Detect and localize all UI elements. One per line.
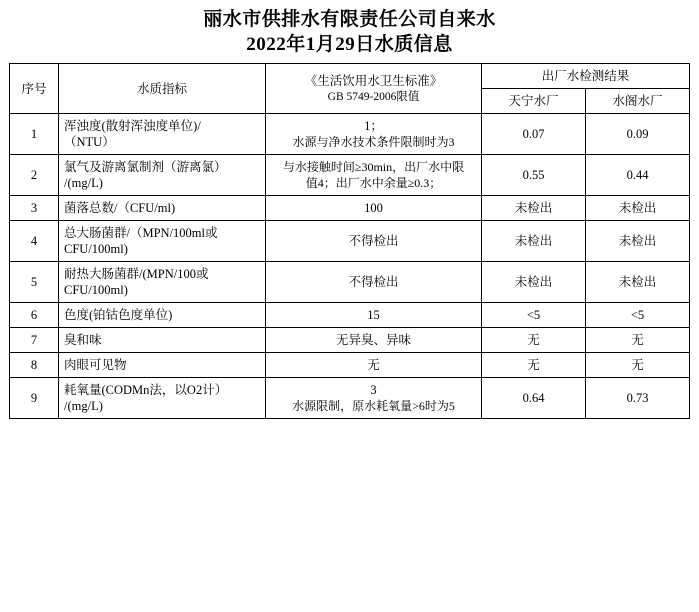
row-indicator: [59, 155, 266, 196]
row-indicator-line1: 总大肠菌群/（MPN/100ml或: [64, 226, 218, 240]
row-indicator: [59, 221, 266, 262]
row-standard-line2: 值4；出厂水中余量≥0.3；: [305, 176, 442, 190]
table-row: [10, 114, 690, 155]
row-standard-line2: 水源限制，原水耗氧量>6时为5: [292, 399, 455, 413]
row-indicator: [59, 353, 266, 378]
row-standard: [266, 221, 482, 262]
row-standard-line1: 1；: [364, 119, 383, 133]
row-indicator: [59, 378, 266, 419]
row-index: 2: [10, 155, 59, 196]
header-standard: [266, 64, 482, 114]
row-plant1-value: 未检出: [482, 196, 586, 221]
row-standard-line1: 不得检出: [348, 275, 399, 289]
row-indicator-line2: CFU/100ml): [64, 242, 128, 256]
row-plant1-value: 0.55: [482, 155, 586, 196]
header-plant-2: 水阁水厂: [586, 89, 690, 114]
row-indicator-line1: 菌落总数/（CFU/ml): [64, 201, 176, 215]
header-plant-1: 天宁水厂: [482, 89, 586, 114]
title-line-1: 丽水市供排水有限责任公司自来水: [203, 9, 496, 30]
row-standard-line1: 无: [367, 358, 380, 372]
table-row: [10, 196, 690, 221]
row-plant1-value: 未检出: [482, 262, 586, 303]
row-index: 1: [10, 114, 59, 155]
table-row: [10, 262, 690, 303]
row-plant2-value: <5: [586, 303, 690, 328]
table-row: [10, 353, 690, 378]
row-plant1-value: 无: [482, 328, 586, 353]
title-line-2: 2022年1月29日水质信息: [246, 34, 453, 55]
row-standard: [266, 114, 482, 155]
row-indicator: [59, 303, 266, 328]
row-plant2-value: 0.73: [586, 378, 690, 419]
row-plant1-value: 未检出: [482, 221, 586, 262]
row-plant2-value: 未检出: [586, 221, 690, 262]
row-indicator-line2: /(mg/L): [64, 399, 103, 413]
row-plant2-value: 0.44: [586, 155, 690, 196]
header-results-group: 出厂水检测结果: [482, 64, 690, 89]
row-plant1-value: 无: [482, 353, 586, 378]
row-indicator-line1: 耐热大肠菌群/(MPN/100或: [64, 267, 209, 281]
row-standard-line1: 不得检出: [348, 234, 399, 248]
table-row: [10, 378, 690, 419]
row-indicator-line1: 肉眼可见物: [64, 358, 127, 372]
row-standard-line2: 水源与净水技术条件限制时为3: [292, 135, 455, 149]
row-indicator-line2: CFU/100ml): [64, 283, 128, 297]
row-indicator-line1: 氯气及游离氯制剂（游离氯）: [64, 160, 227, 174]
table-row: [10, 221, 690, 262]
water-quality-table: [9, 63, 690, 419]
row-indicator-line2: （NTU）: [64, 135, 115, 149]
row-index: 9: [10, 378, 59, 419]
row-indicator-line1: 臭和味: [64, 333, 102, 347]
header-standard-line1: 《生活饮用水卫生标准》: [304, 73, 443, 88]
row-standard: [266, 353, 482, 378]
row-standard-line1: 无异臭、异味: [335, 333, 411, 347]
row-plant2-value: 无: [586, 328, 690, 353]
table-body: [10, 114, 690, 419]
row-index: 7: [10, 328, 59, 353]
row-standard-line1: 与水接触时间≥30min，出厂水中限: [282, 160, 465, 174]
header-index: 序号: [10, 64, 59, 114]
row-plant1-value: 0.64: [482, 378, 586, 419]
row-plant2-value: 无: [586, 353, 690, 378]
row-plant2-value: 0.09: [586, 114, 690, 155]
row-standard: [266, 196, 482, 221]
row-standard: [266, 328, 482, 353]
row-indicator-line1: 浑浊度(散射浑浊度单位)/: [64, 119, 201, 133]
row-index: 5: [10, 262, 59, 303]
table-row: [10, 303, 690, 328]
row-standard: [266, 303, 482, 328]
row-index: 6: [10, 303, 59, 328]
row-indicator-line2: /(mg/L): [64, 176, 103, 190]
row-index: 4: [10, 221, 59, 262]
row-standard: [266, 155, 482, 196]
row-index: 3: [10, 196, 59, 221]
row-indicator-line1: 耗氧量(CODMn法，以O2计）: [64, 383, 228, 397]
row-indicator-line1: 色度(铂钴色度单位): [64, 308, 173, 322]
row-plant2-value: 未检出: [586, 196, 690, 221]
row-standard-line1: 15: [367, 308, 380, 322]
row-indicator: [59, 114, 266, 155]
header-standard-line2: GB 5749-2006限值: [327, 90, 420, 103]
row-index: 8: [10, 353, 59, 378]
row-standard-line1: 100: [364, 201, 383, 215]
row-plant1-value: <5: [482, 303, 586, 328]
row-standard: [266, 378, 482, 419]
table-row: [10, 155, 690, 196]
row-standard-line1: 3: [370, 383, 377, 397]
table-row: [10, 328, 690, 353]
row-indicator: [59, 262, 266, 303]
document-title: [0, 0, 699, 57]
row-plant1-value: 0.07: [482, 114, 586, 155]
header-indicator: 水质指标: [59, 64, 266, 114]
table-header: [10, 64, 690, 114]
row-plant2-value: 未检出: [586, 262, 690, 303]
row-indicator: [59, 196, 266, 221]
row-indicator: [59, 328, 266, 353]
row-standard: [266, 262, 482, 303]
header-row-1: [10, 64, 690, 89]
